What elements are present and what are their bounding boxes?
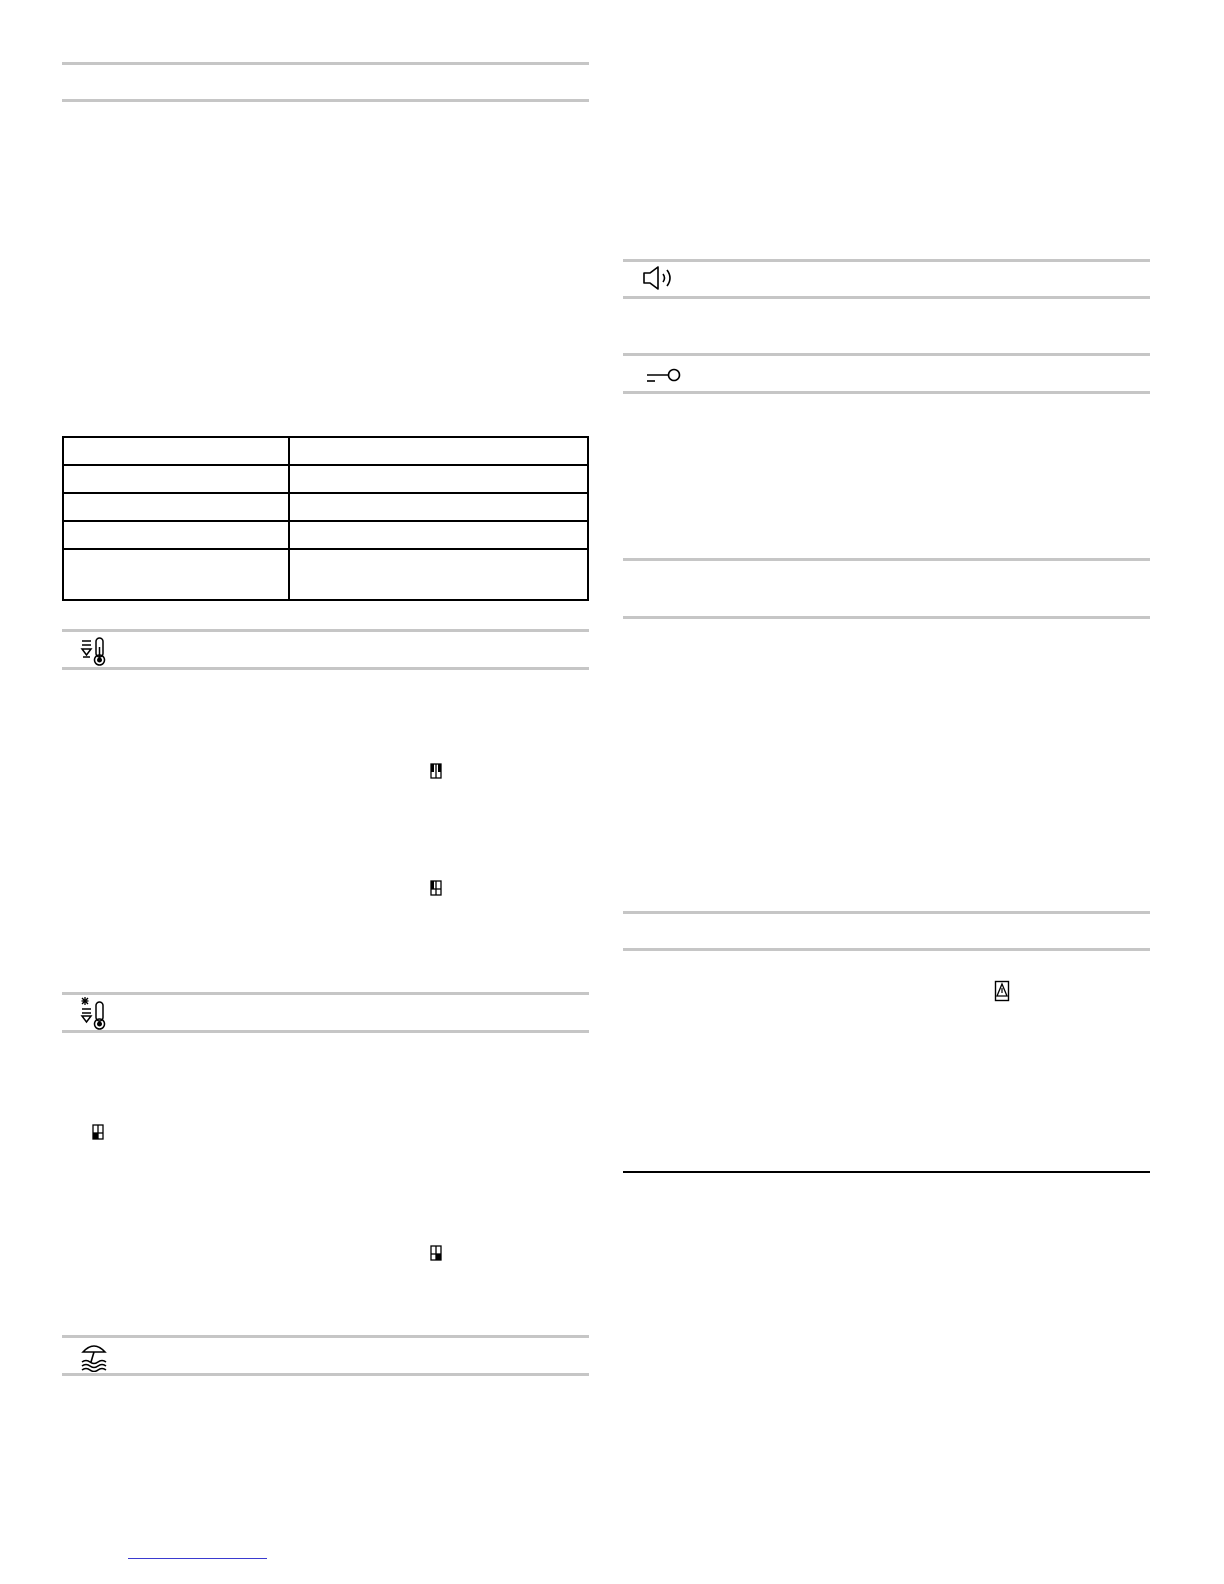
section-rule-top [62,629,589,632]
section-rule-bottom [623,948,1150,951]
table-cell [63,549,289,600]
section-rule-bottom [62,99,589,102]
section-rule-bottom [62,1030,589,1033]
link-underline[interactable] [128,1558,267,1559]
section-rule-top [623,558,1150,561]
section-rule-bottom [623,391,1150,394]
key-icon [646,366,682,386]
filter-alert-icon [994,980,1010,1002]
fridge-door-icon [430,1245,442,1261]
table-cell [289,437,588,465]
section-divider [623,1171,1150,1173]
section-rule-top [62,1335,589,1338]
section-rule-top [62,62,589,65]
thermometer-snowflake-icon [80,996,110,1030]
section-rule-top [62,992,589,995]
section-rule-top [623,259,1150,262]
section-rule-bottom [623,616,1150,619]
table-cell [289,465,588,493]
table-cell [63,465,289,493]
section-rule-bottom [623,296,1150,299]
settings-table [62,436,589,601]
fridge-door-icon [92,1124,104,1140]
table-cell [63,437,289,465]
thermometer-down-icon [80,635,110,667]
section-rule-top [623,911,1150,914]
table-cell [63,493,289,521]
speaker-icon [642,265,676,291]
section-rule-bottom [62,667,589,670]
fridge-door-icon [430,763,442,779]
table-cell [63,521,289,549]
table-cell [289,549,588,600]
section-rule-top [623,353,1150,356]
table-cell [289,493,588,521]
fridge-door-icon [430,880,442,896]
section-rule-bottom [62,1373,589,1376]
beach-umbrella-icon [80,1340,110,1372]
table-cell [289,521,588,549]
